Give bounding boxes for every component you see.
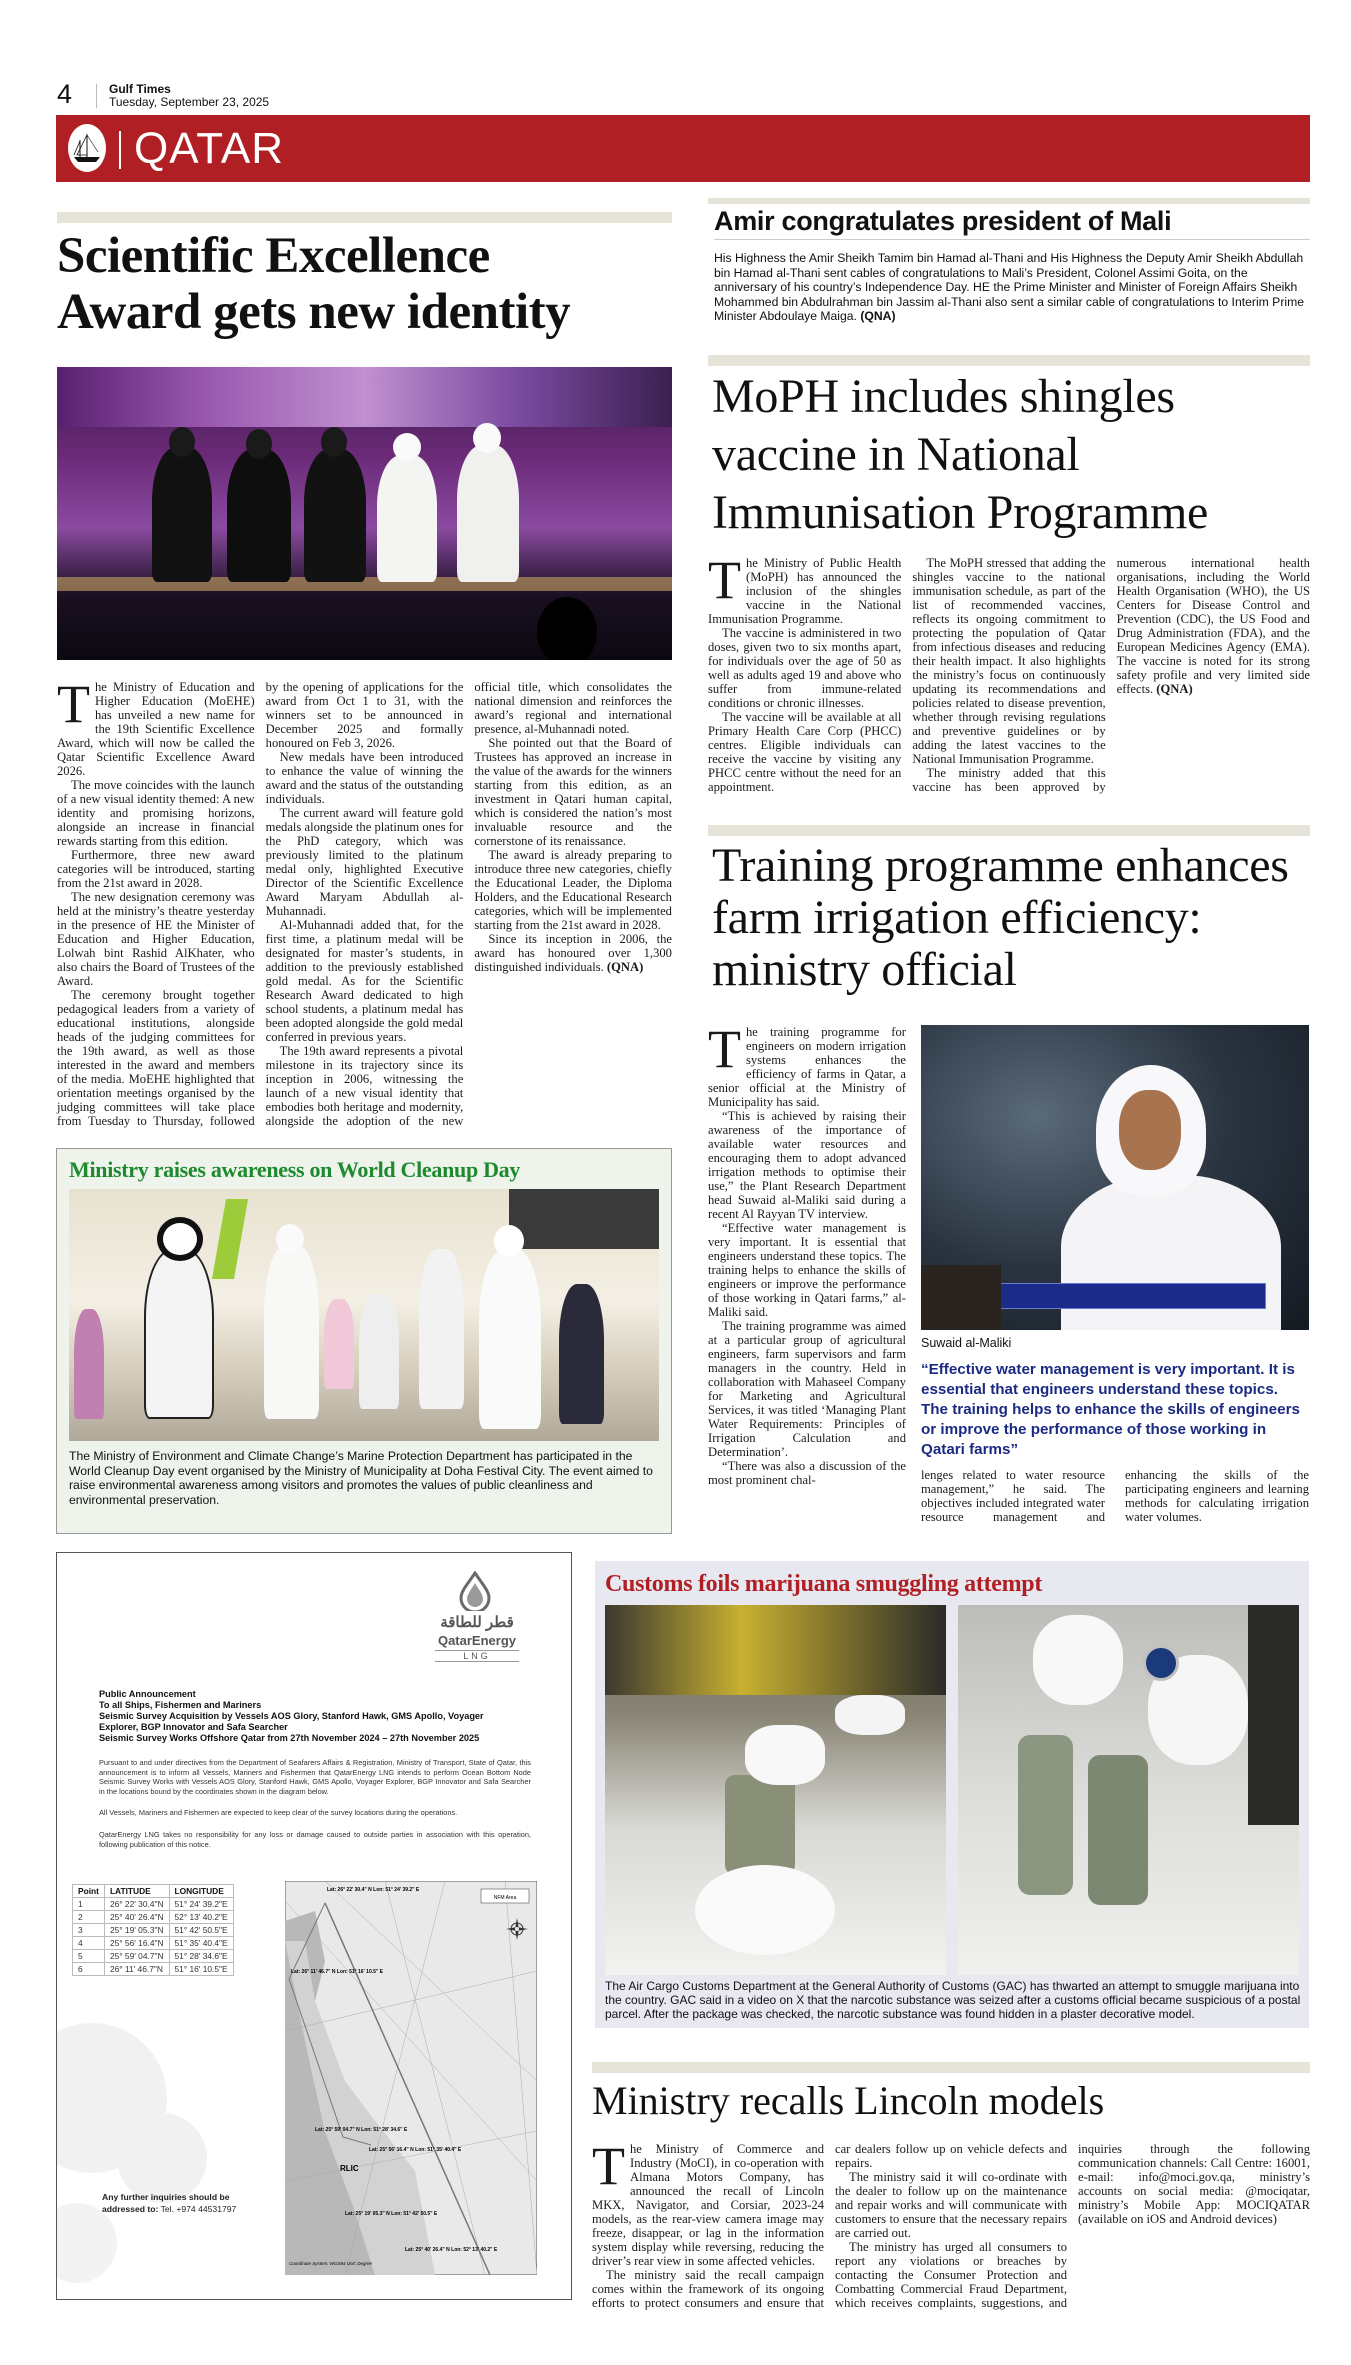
- moph-headline: MoPH includes shingles vaccine in National Immunisation Programme: [712, 370, 1208, 539]
- table-row: [73, 1950, 234, 1963]
- award-body: [57, 674, 672, 1130]
- customs-caption: The Air Cargo Customs Department at the General Authority of Customs (GAC) has thwarted an attempt to smuggle marijuana into the country. GAC said in a video on X that the narcotic substance was seized after a customs official became suspicious of a postal parcel. After the package was checked, the narcotic substance was found hidden in a plaster decorative model.: [605, 1979, 1301, 2021]
- suwaid-al-maliki-photo: [921, 1025, 1309, 1330]
- paragraph: The vaccine is administered in two doses, given two to six months apart, for individuals over the age of 50 as well as adults aged 19 and above who suffer from immune-related conditions or chronic illnesses.: [708, 626, 902, 710]
- headline-line: Scientific Excellence: [57, 228, 490, 284]
- cleanup-caption: The Ministry of Environment and Climate Change’s Marine Protection Department has participated in the World Cleanup Day event organised by the Ministry of Municipality at Doha Festival City. The event aimed to raise environmental awareness among visitors and promotes the values of public cleanliness and environmental preservation.: [69, 1449, 653, 1507]
- paragraph: The ministry said the recall campaign comes within the framework of its ongoing efforts to protect consumers and ensure that car dealers follow up on vehicle defects and repairs.: [592, 2142, 1067, 2310]
- ad-title-line: Public Announcement: [99, 1689, 196, 1699]
- cell: 51° 35' 40.4"E: [169, 1937, 233, 1950]
- paragraph: The ceremony brought together pedagogical leaders from a variety of educational institutions, alongside heads of the judging committees for the 19th award, as well as those interested in the award and members of the media. MoEHE highlighted that orientation meetings organised by the judging committees will take place from Tuesday to Thursday, followed by the opening of applications for the award from Oct 1 to 31, with the winners set to be announced in December 2025 and formally honoured on Feb 3, 2026.: [57, 680, 464, 1128]
- section-rule: [708, 355, 1310, 366]
- paragraph: All Vessels, Mariners and Fishermen are expected to keep clear of the survey locations during the operations.: [99, 1808, 458, 1818]
- table-row: [73, 1911, 234, 1924]
- training-body-continued: [921, 1468, 1309, 1530]
- headline-line: Award gets new identity: [57, 284, 571, 340]
- cell: 5: [73, 1950, 105, 1963]
- survey-area-map: [285, 1881, 537, 2275]
- cell: 25° 40' 26.4"N: [104, 1911, 169, 1924]
- paragraph: The MoPH stressed that adding the shingles vaccine to the national immunisation schedule, as part of the list of recommended vaccines, reflects its ongoing commitment to protecting the population of Qatar from infectious diseases and reducing their health impact. It also highlights the ministry’s focus on continuously updating its recommendations and policies related to disease prevention, whether through revising regulations and preventive guidelines or by adding the latest vaccines to the National Immunisation Programme.: [912, 556, 1106, 766]
- section-banner: [56, 115, 1310, 182]
- map-coord-system: Coordinate System: WGS84 Unit: Degree: [289, 2261, 373, 2266]
- cell: 26° 22' 30.4"N: [104, 1898, 169, 1911]
- map-point-label: Lat: 25° 19' 05.3" N Lon: 51° 42' 50.5" E: [345, 2211, 438, 2217]
- lincoln-body: [592, 2136, 1310, 2310]
- stage-edge: [57, 577, 672, 591]
- paragraph: The training programme for engineers on modern irrigation systems enhances the efficiency of farms in Qatar, a senior official at the Ministry of Municipality has said.: [708, 1025, 906, 1109]
- paragraph: The current award will feature gold medals alongside the platinum ones for the PhD category, which was previously limited to the platinum medal only, highlighted Executive Director of the Scientific Excellence Award Maryam Abdullah al-Muhannadi.: [265, 806, 464, 918]
- paragraph: The Ministry of Public Health (MoPH) has announced the inclusion of the shingles vaccine in the National Immunisation Programme.: [708, 550, 902, 626]
- cell: 25° 56' 16.4"N: [104, 1937, 169, 1950]
- paper-name: Gulf Times: [109, 82, 171, 96]
- paragraph: The Ministry of Education and Higher Education (MoEHE) has unveiled a new name for the 19th Scientific Excellence Award, which will now be called the Qatar Scientific Excellence Award 2026.: [57, 674, 255, 778]
- section-rule: [57, 212, 672, 223]
- photo-caption: Suwaid al-Maliki: [921, 1336, 1012, 1350]
- column-header: LONGITUDE: [169, 1885, 233, 1898]
- credit: (QNA): [1156, 682, 1193, 696]
- paragraph: “Effective water management is very important. It is essential that engineers understand these topics. The training helps to enhance the skills of engineers or improve the performance of those working in Qatari farms,” al-Maliki said.: [708, 1221, 906, 1319]
- cell: 51° 42' 50.5"E: [169, 1924, 233, 1937]
- cell: 3: [73, 1924, 105, 1937]
- table-header-row: [73, 1885, 234, 1898]
- paragraph: The ministry has urged all consumers to report any violations or breaches by contacting the Consumer Protection and Combatting Commercial Fraud Department, which receives complaints, suggestions, and inquiries through the following communication channels: Call Centre: 16001, e-mail: info@moci.gov.qa, ministry’s accounts on social media: @mociqatar, ministry’s Mobile App: MOCIQATAR (available on iOS and Android devices): [835, 2142, 1310, 2310]
- cell: 25° 19' 05.3"N: [104, 1924, 169, 1937]
- issue-date: Tuesday, September 23, 2025: [109, 95, 270, 109]
- ad-title-line: To all Ships, Fishermen and Mariners: [99, 1700, 262, 1710]
- section-title: QATAR: [134, 124, 285, 173]
- cell: 4: [73, 1937, 105, 1950]
- section-rule: [592, 2062, 1310, 2073]
- amir-headline: Amir congratulates president of Mali: [714, 206, 1172, 236]
- cell: 51° 28' 34.6"E: [169, 1950, 233, 1963]
- map-point-label: Lat: 25° 59' 04.7" N Lon: 51° 28' 34.6" E: [315, 2127, 408, 2133]
- section-rule: [708, 825, 1310, 836]
- divider: [96, 84, 97, 108]
- paragraph: The training programme was aimed at a particular group of agricultural engineers, farm supervisors and farm managers in the country. Held in collaboration with Mahaseel Company for Marketing and Agricultural Services, it was titled ‘Managing Plant Water Requirements: Principles of Irrigation Calculation and Determination’.: [708, 1319, 906, 1459]
- stage-screen: [57, 367, 672, 427]
- cell: 51° 24' 39.2"E: [169, 1898, 233, 1911]
- customs-story: [595, 1561, 1309, 2028]
- paragraph: Furthermore, three new award categories will be introduced, starting from the 21st award in 2028.: [57, 848, 255, 890]
- paragraph: The Ministry of Commerce and Industry (MoCI), in co-operation with Almana Motors Company, has announced the recall of Lincoln MKX, Navigator, and Corsiar, 2023-24 models, as the rear-view camera image may freeze, disappear, or lag in the information system display while reversing, reducing the driver’s rear view in some affected vehicles.: [592, 2136, 824, 2268]
- logo-name: QatarEnergy: [437, 1633, 517, 1648]
- credit: (QNA): [606, 960, 644, 974]
- map-point-label: Lat: 26° 22' 30.4" N Lon: 51° 24' 39.2" E: [327, 1887, 420, 1893]
- training-body-main: [708, 1025, 906, 1535]
- customs-photo-right: [958, 1605, 1299, 1975]
- cleanup-photo: [69, 1189, 659, 1441]
- ad-title-line: Seismic Survey Works Offshore Qatar from 27th November 2024 – 27th November 2025: [99, 1733, 480, 1743]
- paragraph: The new designation ceremony was held at the ministry’s theatre yesterday in the presence of HE the Minister of Education and Higher Education, Lolwah bint Rashid AlKhater, who also chairs the Board of Trustees of the Award.: [57, 890, 255, 988]
- paragraph: QatarEnergy LNG takes no responsibility for any loss or damage caused to outside parties in association with this operation, following publication of this notice.: [99, 1829, 531, 1849]
- cell: 26° 11' 46.7"N: [104, 1963, 169, 1976]
- inquiries-label: Any further inquiries should be addressed to:: [102, 2192, 230, 2214]
- cell: 51° 16' 10.5"E: [169, 1963, 233, 1976]
- pull-quote: “Effective water management is very important. It is essential that engineers understand these topics. The training helps to enhance the skills of engineers or improve the performance of those working in Qatari farms”: [921, 1361, 1300, 1458]
- cleanup-headline: Ministry raises awareness on World Cleanup Day: [69, 1157, 521, 1182]
- cell: 52° 13' 40.2"E: [169, 1911, 233, 1924]
- divider: [119, 131, 121, 169]
- page-number: 4: [57, 79, 73, 109]
- dhow-logo-icon: [68, 124, 106, 172]
- paragraph-text: The ministry added that this vaccine has been approved by numerous international health organisations, including the World Health Organisation (WHO), the US Centers for Disease Control and Prevention (CDC), the US Food and Drug Administration (FDA), and the European Medicines Agency (EMA). The vaccine is noted for its strong safety profile and very limited side effects.: [912, 556, 1310, 794]
- paragraph: The 19th award represents a pivotal milestone in its trajectory since its inception in 2006, witnessing the launch of a new visual identity that embodies both heritage and modernity, alongside the adoption of the new official title, which consolidates the national dimension and reinforces the award’s regional and international presence, al-Muhannadi noted.: [265, 680, 672, 1128]
- map-point-label: Lat: 25° 56' 16.4" N Lon: 51° 35' 40.4" E: [369, 2147, 462, 2153]
- drop-logo-icon: [455, 1571, 495, 1611]
- paragraph: Al-Muhannadi added that, for the first time, a platinum medal will be designated for master’s students, in addition to the previously established gold medal. As for the Scientific Research Award dedicated to high school students, a platinum medal has been adopted alongside the gold medal conferred in previous years.: [265, 918, 464, 1044]
- paragraph: “There was also a discussion of the most prominent chal-: [708, 1459, 906, 1487]
- award-headline: [57, 228, 677, 340]
- map-rlic-label: RLIC: [340, 2164, 359, 2173]
- paragraph: New medals have been introduced to enhance the value of winning the award and the status of the outstanding individuals.: [265, 750, 464, 806]
- paragraph: [474, 932, 672, 974]
- column-header: Point: [73, 1885, 105, 1898]
- qatarenergy-logo: [417, 1571, 537, 1671]
- training-headline: Training programme enhances farm irrigation efficiency: ministry official: [712, 839, 1289, 996]
- section-rule: [708, 198, 1310, 204]
- logo-sub: LNG: [435, 1650, 519, 1662]
- watch: [1143, 1645, 1179, 1681]
- table-row: [73, 1963, 234, 1976]
- map-point-label: Lat: 25° 40' 26.4" N Lon: 52° 13' 40.2" E: [405, 2247, 498, 2253]
- table-row: [73, 1937, 234, 1950]
- customs-photo-left: [605, 1605, 946, 1975]
- paragraph: The move coincides with the launch of a new visual identity themed: A new identity and promising horizons, alongside an increase in financial rewards starting from this edition.: [57, 778, 255, 848]
- paragraph-text: Since its inception in 2006, the award has honoured over 1,300 distinguished individuals.: [474, 932, 672, 974]
- paragraph: Pursuant to and under directives from the Department of Seafarers Affairs & Registration, Ministry of Transport, State of Qatar, this announcement is to inform all Vessels, Mariners and Fishermen that QatarEnergy LNG intends to perform Ocean Bottom Node Seismic Survey Works with Vessels AOS Glory, Stanford Hawk, GMS Apollo, Voyager Explorer, BGP Innovator and Safa Searcher in the locations bound by the coordinates shown in the diagram below.: [99, 1758, 531, 1796]
- ad-body: [99, 1758, 531, 1849]
- coordinates-table: [72, 1884, 234, 1976]
- map-legend: NFM Area: [493, 1895, 517, 1901]
- award-ceremony-photo: [57, 367, 672, 660]
- paragraph: lenges related to water resource management,” he said. The objectives included integrated water resource management and enhancing the skills of the participating engineers and learning methods for calculating irrigation water volumes.: [921, 1468, 1309, 1524]
- table-row: [73, 1924, 234, 1937]
- credit: (QNA): [860, 309, 896, 323]
- paragraph: The vaccine will be available at all Primary Health Care Corp (PHCC) centres. Eligible individuals can receive the vaccine by visiting any PHCC centre without the need for an appointment.: [708, 710, 902, 794]
- column-header: LATITUDE: [104, 1885, 169, 1898]
- paragraph: The ministry said it will co-ordinate with the dealer to follow up on the maintenance and repair works and will communicate with customers to ensure that the necessary repairs are carried out.: [835, 2170, 1067, 2240]
- amir-body: [714, 251, 1310, 324]
- customs-headline: Customs foils marijuana smuggling attempt: [605, 1571, 1043, 1597]
- cleanup-story: [56, 1148, 672, 1534]
- table-row: [73, 1898, 234, 1911]
- paragraph-text: His Highness the Amir Sheikh Tamim bin Hamad al-Thani and His Highness the Deputy Amir Sheikh Abdullah bin Hamad al-Thani sent cables of congratulations to Mali’s President, Colonel Assimi Goita, on the anniversary of his country’s Independence Day. HE the Prime Minister and Minister of Foreign Affairs Sheikh Mohammed bin Abdulrahman bin Jassim al-Thani also sent a similar cable of congratulations to Interim Prime Minister Abdoulaye Maiga.: [714, 251, 1305, 323]
- cell: 25° 59' 04.7"N: [104, 1950, 169, 1963]
- qatarenergy-announcement-ad: [56, 1552, 572, 2300]
- cell: 6: [73, 1963, 105, 1976]
- map-point-label: Lat: 26° 11' 46.7" N Lon: 51° 16' 10.5" E: [291, 1969, 383, 1975]
- inquiries-phone: Tel. +974 44531797: [160, 2204, 237, 2214]
- divider: [714, 239, 1310, 240]
- ad-title-line: Seismic Survey Acquisition by Vessels AOS Glory, Stanford Hawk, GMS Apollo, Voyager Explorer, BGP Innovator and Safa Searcher: [99, 1711, 484, 1732]
- cell: 2: [73, 1911, 105, 1924]
- paragraph: The award is already preparing to introduce three new categories, chiefly the Educational Leader, the Diploma Holders, and the Educational Research categories, which will be implemented starting from the 21st award in 2028.: [474, 848, 672, 932]
- logo-arabic: قطر للطاقة: [440, 1614, 514, 1631]
- paragraph: She pointed out that the Board of Trustees has approved an increase in the value of the awards for the winners starting from this edition, as an investment in Qatari human capital, which is considered the nation’s most invaluable resource and the cornerstone of its renaissance.: [474, 736, 672, 848]
- ad-title: [99, 1689, 499, 1744]
- moph-body: [708, 550, 1310, 801]
- ad-inquiries: [102, 2191, 272, 2215]
- paragraph: “This is achieved by raising their awareness of the importance of available water resources and encouraging them to adopt advanced irrigation methods to optimise their use,” the Plant Research Department head Suwaid al-Maliki said during a recent Al Rayyan TV interview.: [708, 1109, 906, 1221]
- lincoln-headline: Ministry recalls Lincoln models: [592, 2078, 1105, 2123]
- cell: 1: [73, 1898, 105, 1911]
